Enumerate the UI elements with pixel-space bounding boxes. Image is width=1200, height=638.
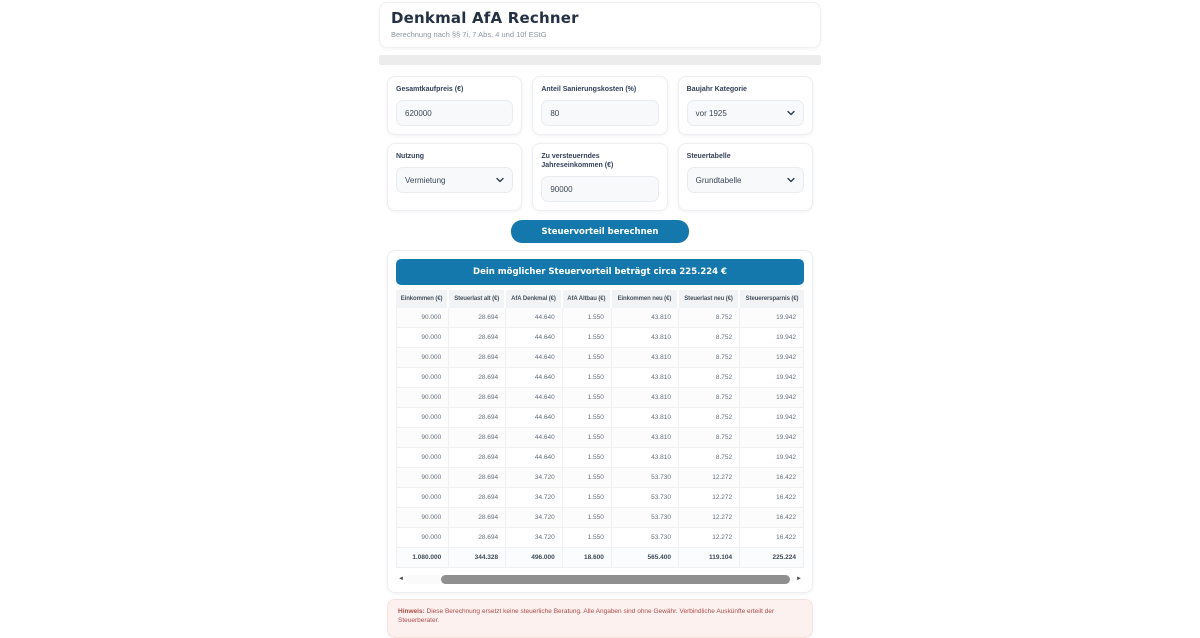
total-steuerersparnis: 225.224 xyxy=(740,548,804,568)
table-cell: 19.942 xyxy=(740,428,804,448)
table-cell: 53.730 xyxy=(612,508,679,528)
table-cell: 28.694 xyxy=(449,508,506,528)
table-cell: 8.752 xyxy=(679,388,740,408)
nutzung-select-value: Vermietung xyxy=(405,175,446,185)
table-cell: 43.810 xyxy=(612,328,679,348)
table-cell: 1.550 xyxy=(563,428,612,448)
gesamtkaufpreis-input[interactable] xyxy=(396,100,513,126)
sanierungskosten-label: Anteil Sanierungskosten (%) xyxy=(541,86,637,93)
table-cell: 28.694 xyxy=(449,348,506,368)
notice-text: Diese Berechnung ersetzt keine steuerliche Beratung. Alle Angaben sind ohne Gewähr. Verbindliche Auskünfte erteilt der Steuerberater. xyxy=(398,608,775,624)
total-einkommen-neu: 565.400 xyxy=(612,548,679,568)
table-cell: 1.550 xyxy=(563,448,612,468)
table-cell: 90.000 xyxy=(396,528,449,548)
total-steuerlast-alt: 344.328 xyxy=(449,548,506,568)
table-row xyxy=(396,428,804,448)
table-cell: 16.422 xyxy=(740,528,804,548)
field-card-gesamtkaufpreis xyxy=(387,76,522,135)
table-row xyxy=(396,488,804,508)
table-cell: 44.640 xyxy=(506,428,563,448)
table-cell: 90.000 xyxy=(396,488,449,508)
table-cell: 19.942 xyxy=(740,408,804,428)
table-cell: 1.550 xyxy=(563,368,612,388)
table-row xyxy=(396,388,804,408)
table-cell: 90.000 xyxy=(396,408,449,428)
table-cell: 90.000 xyxy=(396,508,449,528)
table-cell: 8.752 xyxy=(679,328,740,348)
field-card-baujahr xyxy=(678,76,813,135)
table-cell: 53.730 xyxy=(612,488,679,508)
sanierungskosten-input[interactable] xyxy=(541,100,658,126)
table-cell: 1.550 xyxy=(563,528,612,548)
table-cell: 16.422 xyxy=(740,488,804,508)
table-cell: 90.000 xyxy=(396,348,449,368)
table-row xyxy=(396,408,804,428)
table-cell: 44.640 xyxy=(506,328,563,348)
table-cell: 28.694 xyxy=(449,328,506,348)
field-card-sanierungskosten xyxy=(532,76,667,135)
table-cell: 16.422 xyxy=(740,508,804,528)
col-einkommen-neu: Einkommen neu (€) xyxy=(612,290,679,308)
results-table xyxy=(396,290,804,568)
table-cell: 28.694 xyxy=(449,488,506,508)
table-cell: 8.752 xyxy=(679,368,740,388)
notice-label: Hinweis: xyxy=(398,608,425,615)
calculator-page xyxy=(379,2,821,638)
table-cell: 19.942 xyxy=(740,348,804,368)
table-cell: 90.000 xyxy=(396,448,449,468)
field-card-nutzung xyxy=(387,143,522,211)
form-grid xyxy=(387,76,813,211)
table-cell: 8.752 xyxy=(679,308,740,328)
table-cell: 12.272 xyxy=(679,468,740,488)
table-row xyxy=(396,448,804,468)
table-total-row xyxy=(396,548,804,568)
table-cell: 1.550 xyxy=(563,328,612,348)
scroll-left-icon[interactable]: ◄ xyxy=(398,576,404,582)
table-row xyxy=(396,368,804,388)
table-cell: 12.272 xyxy=(679,528,740,548)
table-cell: 1.550 xyxy=(563,348,612,368)
table-cell: 34.720 xyxy=(506,508,563,528)
scrollbar-thumb[interactable] xyxy=(441,575,790,584)
table-row xyxy=(396,348,804,368)
divider-band xyxy=(379,55,821,65)
table-cell: 44.640 xyxy=(506,368,563,388)
table-cell: 19.942 xyxy=(740,448,804,468)
table-cell: 28.694 xyxy=(449,468,506,488)
table-cell: 12.272 xyxy=(679,508,740,528)
col-einkommen: Einkommen (€) xyxy=(396,290,449,308)
table-cell: 28.694 xyxy=(449,448,506,468)
table-cell: 1.550 xyxy=(563,468,612,488)
chevron-down-icon xyxy=(496,176,504,184)
table-cell: 34.720 xyxy=(506,528,563,548)
table-cell: 28.694 xyxy=(449,408,506,428)
table-cell: 8.752 xyxy=(679,408,740,428)
table-cell: 43.810 xyxy=(612,448,679,468)
table-cell: 28.694 xyxy=(449,388,506,408)
table-cell: 19.942 xyxy=(740,368,804,388)
table-row xyxy=(396,328,804,348)
disclaimer-notice xyxy=(387,599,813,638)
baujahr-label: Baujahr Kategorie xyxy=(686,86,747,93)
steuertabelle-label: Steuertabelle xyxy=(686,153,731,160)
table-cell: 34.720 xyxy=(506,488,563,508)
col-steuerlast-alt: Steuerlast alt (€) xyxy=(449,290,506,308)
table-cell: 34.720 xyxy=(506,468,563,488)
field-card-steuertabelle xyxy=(678,143,813,211)
table-cell: 44.640 xyxy=(506,408,563,428)
table-cell: 8.752 xyxy=(679,448,740,468)
result-banner: Dein möglicher Steuervorteil beträgt circa 225.224 € xyxy=(396,259,804,285)
table-row xyxy=(396,508,804,528)
table-cell: 8.752 xyxy=(679,348,740,368)
table-cell: 90.000 xyxy=(396,468,449,488)
table-body xyxy=(396,308,804,548)
table-cell: 19.942 xyxy=(740,328,804,348)
table-cell: 1.550 xyxy=(563,488,612,508)
table-cell: 12.272 xyxy=(679,488,740,508)
table-cell: 90.000 xyxy=(396,388,449,408)
total-afa-altbau: 18.600 xyxy=(563,548,612,568)
table-row xyxy=(396,468,804,488)
table-cell: 53.730 xyxy=(612,528,679,548)
jahreseinkommen-input[interactable] xyxy=(541,176,658,202)
total-steuerlast-neu: 119.104 xyxy=(679,548,740,568)
steuertabelle-select-value: Grundtabelle xyxy=(695,175,742,185)
gesamtkaufpreis-label: Gesamtkaufpreis (€) xyxy=(396,86,464,93)
table-cell: 43.810 xyxy=(612,308,679,328)
table-cell: 8.752 xyxy=(679,428,740,448)
chevron-down-icon xyxy=(787,176,795,184)
page-subtitle: Berechnung nach §§ 7i, 7 Abs. 4 und 10f EStG xyxy=(391,30,547,39)
table-cell: 43.810 xyxy=(612,428,679,448)
table-cell: 19.942 xyxy=(740,388,804,408)
table-cell: 43.810 xyxy=(612,408,679,428)
nutzung-label: Nutzung xyxy=(396,153,424,160)
table-cell: 1.550 xyxy=(563,308,612,328)
table-cell: 44.640 xyxy=(506,348,563,368)
table-row xyxy=(396,528,804,548)
table-cell: 1.550 xyxy=(563,388,612,408)
col-afa-altbau: AfA Altbau (€) xyxy=(563,290,612,308)
col-afa-denkmal: AfA Denkmal (€) xyxy=(506,290,563,308)
col-steuerersparnis: Steuerersparnis (€) xyxy=(740,290,804,308)
title-card xyxy=(379,2,821,48)
baujahr-select[interactable] xyxy=(687,100,804,126)
table-cell: 44.640 xyxy=(506,388,563,408)
table-cell: 1.550 xyxy=(563,508,612,528)
steuertabelle-select[interactable] xyxy=(687,167,804,193)
table-cell: 16.422 xyxy=(740,468,804,488)
jahreseinkommen-label: Zu versteuerndes Jahreseinkommen (€) xyxy=(541,153,614,169)
table-cell: 28.694 xyxy=(449,308,506,328)
table-cell: 90.000 xyxy=(396,428,449,448)
table-cell: 90.000 xyxy=(396,368,449,388)
table-cell: 19.942 xyxy=(740,308,804,328)
table-cell: 53.730 xyxy=(612,468,679,488)
baujahr-select-value: vor 1925 xyxy=(695,108,727,118)
field-card-jahreseinkommen xyxy=(532,143,667,211)
table-cell: 28.694 xyxy=(449,528,506,548)
results-card xyxy=(387,250,813,593)
total-einkommen: 1.080.000 xyxy=(396,548,449,568)
table-horizontal-scrollbar[interactable] xyxy=(396,574,804,584)
total-afa-denkmal: 496.000 xyxy=(506,548,563,568)
nutzung-select[interactable] xyxy=(396,167,513,193)
table-cell: 43.810 xyxy=(612,368,679,388)
table-header-row xyxy=(396,290,804,308)
scroll-right-icon[interactable]: ► xyxy=(796,576,802,582)
table-cell: 44.640 xyxy=(506,308,563,328)
table-cell: 90.000 xyxy=(396,308,449,328)
table-cell: 28.694 xyxy=(449,428,506,448)
calculate-button[interactable]: Steuervorteil berechnen xyxy=(511,220,689,243)
scrollbar-track[interactable] xyxy=(406,575,794,584)
chevron-down-icon xyxy=(787,109,795,117)
table-row xyxy=(396,308,804,328)
table-cell: 28.694 xyxy=(449,368,506,388)
table-cell: 44.640 xyxy=(506,448,563,468)
page-title: Denkmal AfA Rechner xyxy=(391,9,579,27)
table-cell: 43.810 xyxy=(612,348,679,368)
table-cell: 1.550 xyxy=(563,408,612,428)
table-cell: 90.000 xyxy=(396,328,449,348)
table-cell: 43.810 xyxy=(612,388,679,408)
col-steuerlast-neu: Steuerlast neu (€) xyxy=(679,290,740,308)
